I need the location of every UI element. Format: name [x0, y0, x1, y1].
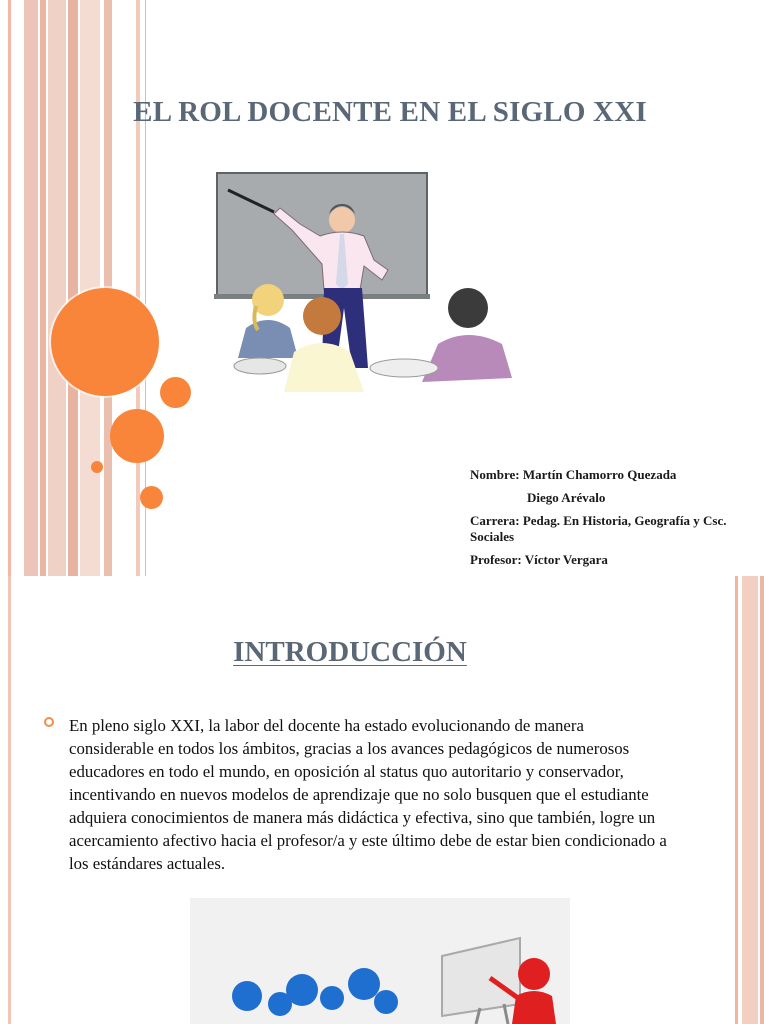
teacher-classroom-illustration	[212, 168, 522, 404]
decorative-stripe	[760, 576, 764, 1024]
decorative-circle-large	[51, 288, 159, 396]
bullet-ring-icon	[44, 717, 54, 727]
info-profesor: Profesor: Víctor Vergara	[470, 552, 608, 567]
introduction-paragraph: En pleno siglo XXI, la labor del docente ha estado evolucionando de manera considerable en todos los ámbitos, gracias a los avances pedagógicos de numerosos educadores en todo el mundo, en oposición al status quo autoritario y conservador, incentivando en nuevos modelos de aprendizaje que no solo busquen que el estudiante adquiera conocimientos de manera más didáctica y efectiva, sino que también, logre un acercamiento afectivo hacia el profesor/a y este último debe de estar bien condicionado a los estándares actuales.	[69, 716, 667, 873]
decorative-stripe	[40, 0, 46, 576]
presentation-illustration	[190, 898, 570, 1024]
info-carrera: Carrera: Pedag. En Historia, Geografía y Csc. Sociales	[470, 513, 727, 544]
decorative-stripe	[24, 0, 38, 576]
decorative-stripe	[8, 576, 11, 1024]
decorative-stripe	[742, 576, 758, 1024]
section-title: INTRODUCCIÓN	[233, 636, 467, 668]
decorative-circle-small	[91, 461, 103, 473]
slide-title: EL ROL DOCENTE EN EL SIGLO XXI	[133, 96, 647, 128]
decorative-circle	[140, 486, 163, 509]
introduction-slide	[0, 576, 768, 1024]
decorative-stripe	[136, 0, 140, 576]
author-info	[470, 467, 760, 575]
info-nombre: Nombre: Martín Chamorro Quezada	[470, 467, 677, 482]
decorative-stripe	[8, 0, 11, 576]
decorative-circle-medium	[110, 409, 164, 463]
decorative-stripe	[48, 0, 66, 576]
decorative-stripe	[68, 0, 78, 576]
decorative-stripe	[735, 576, 738, 1024]
info-nombre-2: Diego Arévalo	[527, 490, 606, 505]
decorative-circle	[160, 377, 191, 408]
